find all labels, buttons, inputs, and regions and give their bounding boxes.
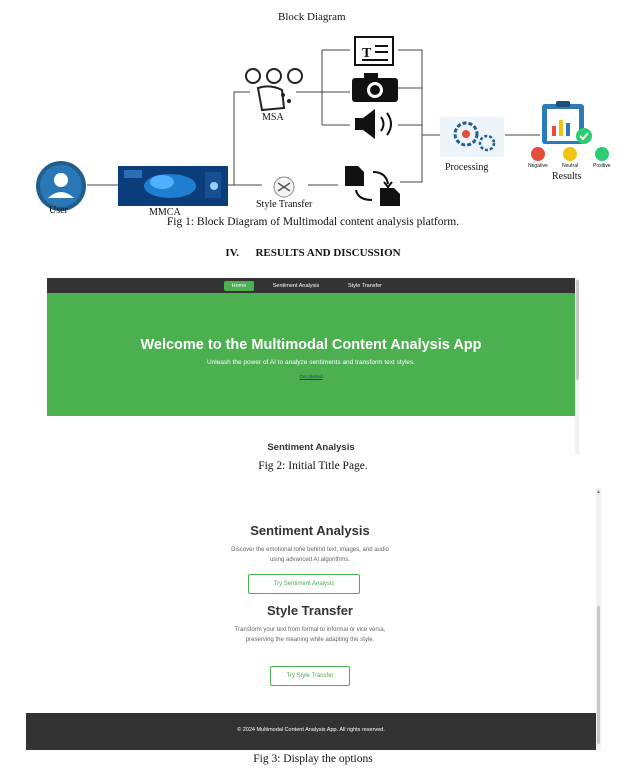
options-screenshot: [26, 488, 601, 750]
get-started-link[interactable]: Get Started: [299, 374, 323, 379]
copyright-text: © 2024 Multimodal Content Analysis App. All rights reserved.: [237, 727, 385, 733]
try-style-transfer-button[interactable]: Try Style Transfer: [270, 666, 350, 686]
navbar: [47, 278, 579, 293]
camera-icon: [352, 73, 398, 102]
sentiment-section-heading: Sentiment Analysis: [267, 442, 355, 453]
results-clipboard-icon: [542, 101, 592, 144]
line-mmca-msa: [234, 92, 250, 185]
msa-icon: [246, 69, 302, 110]
title-page-screenshot: [47, 278, 579, 454]
block-diagram-figure: [0, 0, 626, 232]
section-heading: IV. RESULTS AND DISCUSSION: [225, 247, 401, 259]
scrollbar[interactable]: [596, 488, 601, 750]
negative-label: Negative: [528, 163, 548, 169]
diagram-graphics: [0, 0, 626, 232]
nav-sentiment-analysis[interactable]: Sentiment Analysis: [272, 283, 320, 289]
fig3-caption: Fig 3: Display the options: [253, 753, 373, 765]
processing-gears-icon: [440, 117, 504, 157]
fig1-caption: Fig 1: Block Diagram of Multimodal content analysis platform.: [166, 216, 460, 228]
processing-label: Processing: [445, 162, 489, 173]
diagram-title: Block Diagram: [278, 11, 346, 23]
results-label: Results: [552, 171, 582, 182]
style-transfer-label: Style Transfer: [256, 199, 313, 210]
nav-home[interactable]: Home: [224, 281, 254, 291]
scrollbar-thumb[interactable]: [576, 280, 579, 380]
text-document-icon: [355, 37, 393, 65]
speaker-icon: [355, 109, 391, 139]
style-transfer-description: Transform your text from formal to informal or vice versa, preserving the meaning while adapting the style.: [234, 627, 386, 643]
scroll-up-icon[interactable]: ▲: [596, 490, 601, 495]
footer: [26, 713, 596, 750]
scrollbar-thumb[interactable]: [597, 606, 600, 744]
positive-label: Positive: [593, 163, 611, 169]
mmca-image: [118, 166, 228, 206]
svg-text:T: T: [362, 46, 372, 61]
hero-banner: [47, 293, 579, 416]
hero-title: Welcome to the Multimodal Content Analysis App: [140, 337, 482, 353]
document-swap-icon: [345, 166, 400, 206]
neutral-label: Neutral: [562, 163, 579, 169]
hero-subtitle: Unleash the power of AI to analyze sentiments and transform text styles.: [206, 359, 416, 366]
sentiment-analysis-description: Discover the emotional tone behind text, images, and audio using advanced AI algorithms.: [231, 547, 389, 563]
msa-label: MSA: [262, 112, 284, 123]
mmca-label: MMCA: [149, 207, 181, 218]
line-media-processing: [398, 50, 422, 182]
sentiment-faces-icon: [531, 147, 609, 161]
style-transfer-title: Style Transfer: [267, 603, 353, 618]
user-label: User: [49, 205, 68, 216]
style-transfer-icon: [274, 177, 294, 197]
fig2-caption: Fig 2: Initial Title Page.: [258, 460, 368, 472]
user-icon: [36, 161, 86, 211]
scrollbar[interactable]: [575, 278, 579, 454]
nav-style-transfer[interactable]: Style Transfer: [348, 283, 382, 289]
try-sentiment-analysis-button[interactable]: Try Sentiment Analysis: [248, 574, 360, 594]
sentiment-analysis-title: Sentiment Analysis: [250, 523, 370, 538]
